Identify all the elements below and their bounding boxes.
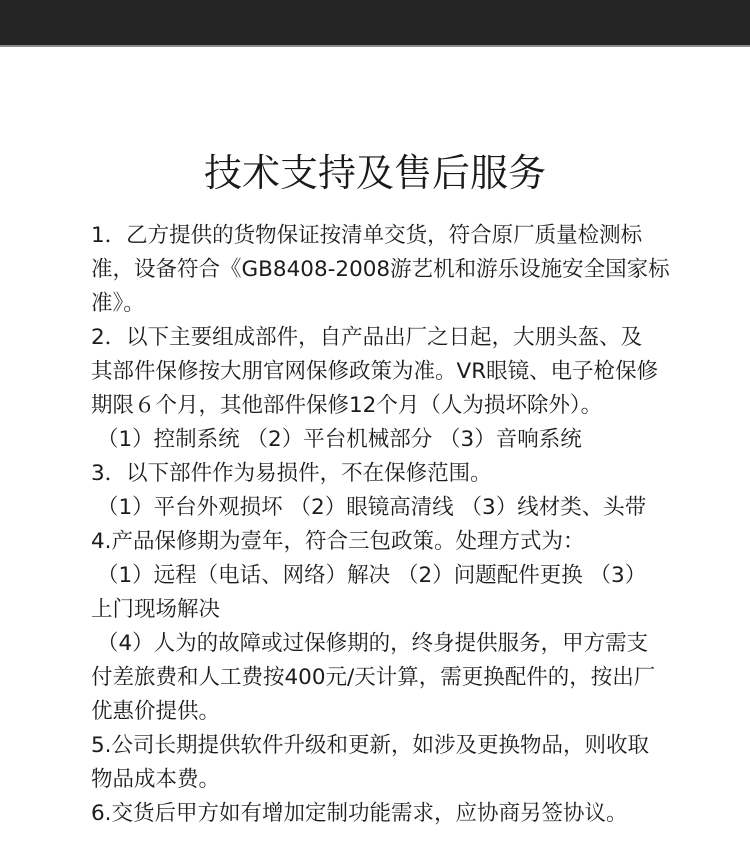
text-line: 准》。	[91, 291, 145, 316]
text-line: 3．以下部件作为易损件，不在保修范围。	[91, 461, 492, 486]
service-terms	[91, 219, 696, 831]
text-line: 付差旅费和人工费按400元/天计算，需更换配件的，按出厂	[91, 665, 656, 690]
text-line: 优惠价提供。	[91, 699, 221, 724]
text-line: （4）人为的故障或过保修期的，终身提供服务，甲方需支	[97, 631, 649, 656]
text-line: （1）控制系统 （2）平台机械部分 （3）音响系统	[97, 427, 582, 452]
text-line: （1）平台外观损坏 （2）眼镜高清线 （3）线材类、头带	[97, 495, 647, 520]
text-line: （1）远程（电话、网络）解决 （2）问题配件更换 （3）	[97, 563, 647, 588]
page-title: 技术支持及售后服务	[203, 151, 546, 195]
text-line: 4.产品保修期为壹年，符合三包政策。处理方式为：	[91, 529, 585, 554]
text-line: 物品成本费。	[91, 767, 221, 792]
text-line: 6.交货后甲方如有增加定制功能需求，应协商另签协议。	[91, 801, 628, 826]
text-line: 5.公司长期提供软件升级和更新，如涉及更换物品，则收取	[91, 733, 650, 758]
text-line: 期限６个月，其他部件保修12个月（人为损坏除外）。	[91, 393, 603, 418]
text-line: 准，设备符合《GB8408-2008游艺机和游乐设施安全国家标	[91, 257, 670, 282]
text-line: 1．乙方提供的货物保证按清单交货，符合原厂质量检测标	[91, 223, 643, 248]
text-line: 其部件保修按大朋官网保修政策为准。VR眼镜、电子枪保修	[91, 359, 659, 384]
text-line: 上门现场解决	[91, 597, 221, 622]
text-line: 2．以下主要组成部件，自产品出厂之日起，大朋头盔、及	[91, 325, 643, 350]
top-bar	[0, 0, 750, 47]
